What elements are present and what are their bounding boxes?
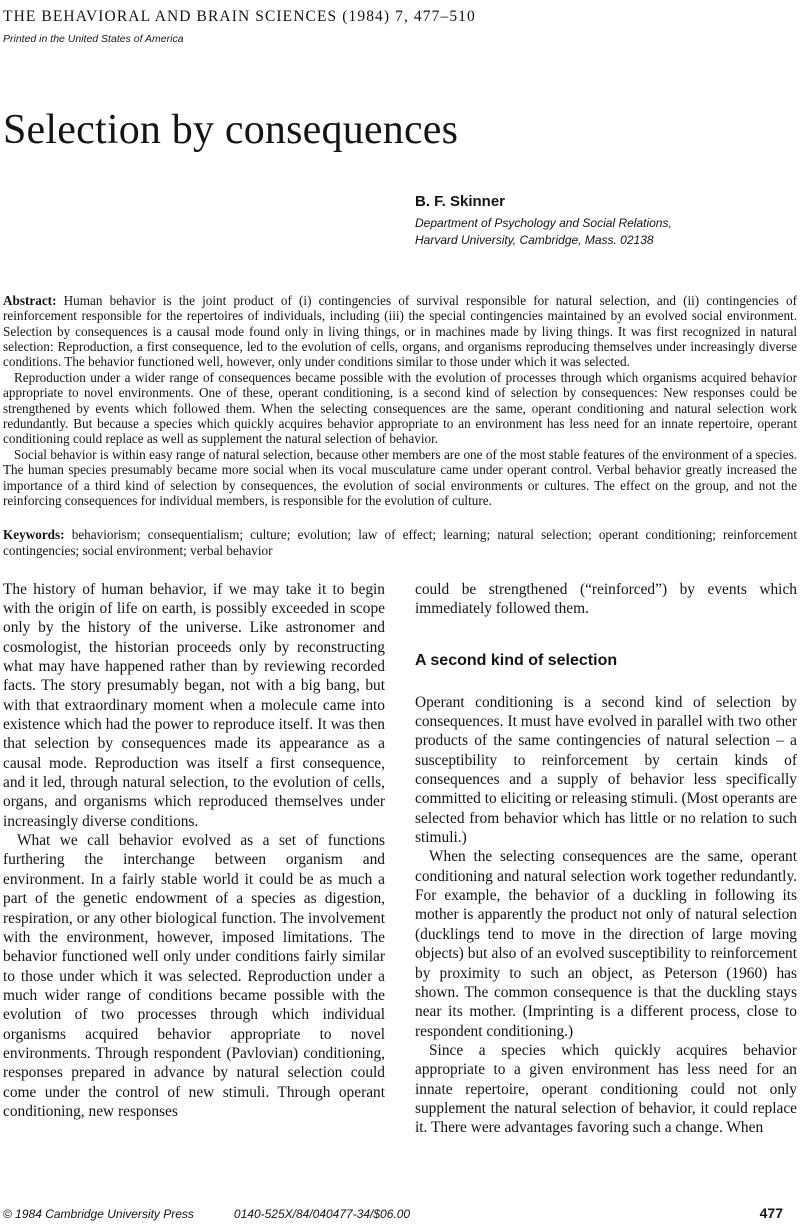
printed-in-line: Printed in the United States of America bbox=[3, 33, 184, 45]
right-column bbox=[415, 580, 797, 1138]
author-block bbox=[415, 193, 797, 249]
article-body bbox=[3, 580, 797, 1138]
body-paragraph: Since a species which quickly acquires behavior appropriate to a given environment has less need for an innate repertoire, operant conditioning could not only supplement the natural selection of behavior, it could replace it. There were advantages favoring such a change. When bbox=[415, 1041, 797, 1137]
author-name: B. F. Skinner bbox=[415, 193, 506, 211]
page-number: 477 bbox=[759, 1205, 783, 1221]
body-paragraph: When the selecting consequences are the same, operant conditioning and natural selection work together redundantly. For example, the behavior of a duckling in following its mother is apparently the product not only of natural selection (ducklings tend to move in the direction of large moving objects) but also of an evolved susceptibility to reinforcement by proximity to such an object, as Peterson (1960) has shown. The common consequence is that the duckling stays near its mother. (Imprinting is a different process, close to respondent conditioning.) bbox=[415, 848, 797, 1040]
keywords-section bbox=[3, 527, 797, 558]
left-column bbox=[3, 580, 385, 1138]
abstract-paragraph: Social behavior is within easy range of natural selection, because other members are one of the most stable features of the environment of a species. The human species presumably became more social when its vocal musculature came under operant control. Verbal behavior greatly increased the importance of a third kind of selection by consequences, the evolution of social environments or cultures. The effect on the group, and not the reinforcing consequences for individual members, is responsible for the evolution of culture. bbox=[3, 446, 797, 509]
keywords-paragraph bbox=[3, 527, 797, 558]
abstract-paragraph: Reproduction under a wider range of consequences became possible with the evolution of processes through which organisms acquired behavior appropriate to novel environments. One of these, operant conditioning, is a second kind of selection by consequences: New responses could be strengthened by events which followed them. When the selecting consequences are the same, operant conditioning and natural selection work redundantly. But because a species which quickly acquires behavior appropriate to an environment has less need for an innate repertoire, operant conditioning could replace as well as supplement the natural selection of behavior. bbox=[3, 369, 797, 447]
body-paragraph: What we call behavior evolved as a set of functions furthering the interchange between organism and environment. In a fairly stable world it could be as much a part of the genetic endowment of a species as digestion, respiration, or any other biological function. The involvement with the environment, however, imposed limitations. The behavior functioned well only under conditions fairly similar to those under which it was selected. Reproduction under a much wider range of conditions became possible with the evolution of two processes through which individual organisms acquired behavior appropriate to novel environments. Through respondent (Pavlovian) conditioning, responses prepared in advance by natural selection could come under the control of new stimuli. Through operant conditioning, new responses bbox=[3, 832, 385, 1120]
abstract-section bbox=[3, 293, 797, 509]
copyright-line: © 1984 Cambridge University Press bbox=[3, 1207, 194, 1221]
issn-code: 0140-525X/84/040477-34/$06.00 bbox=[233, 1207, 411, 1221]
journal-header-line: THE BEHAVIORAL AND BRAIN SCIENCES (1984) 7, 477–510 bbox=[3, 8, 476, 25]
keywords-label: Keywords: bbox=[3, 527, 65, 543]
body-paragraph: Operant conditioning is a second kind of selection by consequences. It must have evolved in parallel with two other products of the same contingencies of natural selection – a susceptibility to reinforcement by certain kinds of consequences and a supply of behavior less specifically committed to eliciting or releasing stimuli. (Most operants are selected from behavior which has little or no relation to such stimuli.) bbox=[415, 693, 797, 847]
section-heading: A second kind of selection bbox=[415, 652, 618, 670]
author-affiliation bbox=[415, 215, 797, 249]
page-footer bbox=[3, 1205, 797, 1221]
keywords-text: behaviorism; consequentialism; culture; evolution; law of effect; learning; natural selection; operant conditioning; reinforcement contingencies; social environment; verbal behavior bbox=[3, 527, 798, 559]
body-paragraph: The history of human behavior, if we may take it to begin with the origin of life on earth, is possibly exceeded in scope only by the history of the universe. Like astronomer and cosmologist, the historian proceeds only by reconstructing what may have happened rather than by reviewing recorded facts. The story presumably began, not with a big bang, but with that extraordinary moment when a molecule came into existence which had the power to reproduce itself. It was then that selection by consequences made its appearance as a causal mode. Reproduction was itself a first consequence, and it led, through natural selection, to the evolution of cells, organs, and organisms which reproduced themselves under increasingly diverse conditions. bbox=[3, 580, 385, 830]
abstract-label: Abstract: bbox=[3, 292, 57, 308]
affiliation-line-2: Harvard University, Cambridge, Mass. 02138 bbox=[415, 232, 654, 247]
affiliation-line-1: Department of Psychology and Social Relations, bbox=[415, 216, 672, 231]
abstract-text-1: Human behavior is the joint product of (i) contingencies of survival responsible for natural selection, and (ii) contingencies of reinforcement responsible for the repertoires of individuals, including (iii) the special contingencies maintained by an evolved social environment. Selection by consequences is a causal mode found only in living things, or in machines made by living things. It was first recognized in natural selection: Reproduction, a first consequence, led to the evolution of cells, organs, and organisms reproducing themselves under increasingly diverse conditions. The behavior functioned well, however, only under conditions similar to those under which it was selected. bbox=[3, 292, 797, 370]
body-paragraph: could be strengthened (“reinforced”) by events which immediately followed them. bbox=[415, 580, 797, 617]
paper-title: Selection by consequences bbox=[3, 107, 459, 153]
abstract-paragraph bbox=[3, 293, 797, 370]
